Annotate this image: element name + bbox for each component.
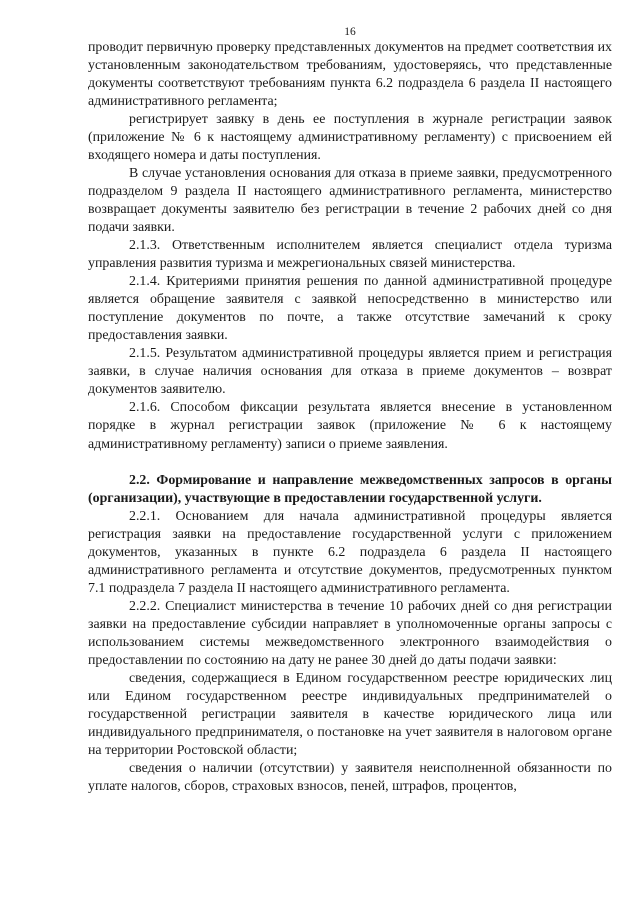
paragraph-refusal-case: В случае установления основания для отказа в приеме заявки, предусмотренного подразделом 9 раздела II настоящего административного регламента, министерство возвращает документы заявителю без регистрации в течение 2 рабочих дней со дня подачи заявки. — [88, 165, 612, 235]
section-heading-2-2: 2.2. Формирование и направление межведомственных запросов в органы (организации), участвующие в предоставлении государственной услуги. — [88, 472, 612, 506]
paragraph-tax-debt-info: сведения о наличии (отсутствии) у заявителя неисполненной обязанности по уплате налогов, сборов, страховых взносов, пеней, штрафов, процентов, — [88, 761, 612, 795]
document-body — [88, 39, 612, 797]
page-number: 16 — [344, 26, 356, 38]
paragraph-registration: регистрирует заявку в день ее поступления в журнале регистрации заявок (приложение № 6 к настоящему административному регламенту) с присвоением ей входящего номера и даты поступления. — [88, 111, 612, 163]
document-page — [88, 0, 612, 906]
paragraph-2-2-1: 2.2.1. Основанием для начала административной процедуры является регистрация заявки на предоставление государственной услуги с приложением документов, указанных в пункте 6.2 подраздела 6 раздела II настоящего административного регламента и отсутствие документов, предусмотренных пунктом 7.1 подраздела 7 раздела II настоящего административного регламента. — [88, 508, 612, 596]
paragraph-2-1-6: 2.1.6. Способом фиксации результата является внесение в установленном порядке в журнал регистрации заявок (приложение № 6 к настоящему административному регламенту) записи о приеме заявления. — [88, 400, 612, 452]
paragraph-initial-check: проводит первичную проверку представленных документов на предмет соответствия их установленным законодательством требованиям, удостоверяясь, что представленные документы соответствуют требованиям пункта 6.2 подраздела 6 раздела II настоящего административного регламента; — [88, 39, 612, 109]
paragraph-2-1-5: 2.1.5. Результатом административной процедуры является прием и регистрация заявки, в случае наличия основания для отказа в приеме документов – возврат документов заявителю. — [88, 346, 612, 398]
paragraph-egrul-info: сведения, содержащиеся в Едином государственном реестре юридических лиц или Едином государственном реестре индивидуальных предпринимателей о государственной регистрации заявителя в качестве юридического лица или индивидуального предпринимателя, о постановке на учет заявителя в налоговом органе на территории Ростовской области; — [88, 671, 612, 759]
paragraph-2-1-3: 2.1.3. Ответственным исполнителем является специалист отдела туризма управления развития туризма и межрегиональных связей министерства. — [88, 238, 612, 272]
paragraph-2-2-2: 2.2.2. Специалист министерства в течение 10 рабочих дней со дня регистрации заявки на предоставление субсидии направляет в уполномоченные органы запросы с использованием системы межведомственного электронного взаимодействия о предоставлении по состоянию на дату не ранее 30 дней до даты подачи заявки: — [88, 598, 612, 669]
paragraph-2-1-4: 2.1.4. Критериями принятия решения по данной административной процедуре является обращение заявителя с заявкой непосредственно в министерство или поступление документов по почте, а также отсутствие замечаний к сроку предоставления заявки. — [88, 274, 612, 344]
